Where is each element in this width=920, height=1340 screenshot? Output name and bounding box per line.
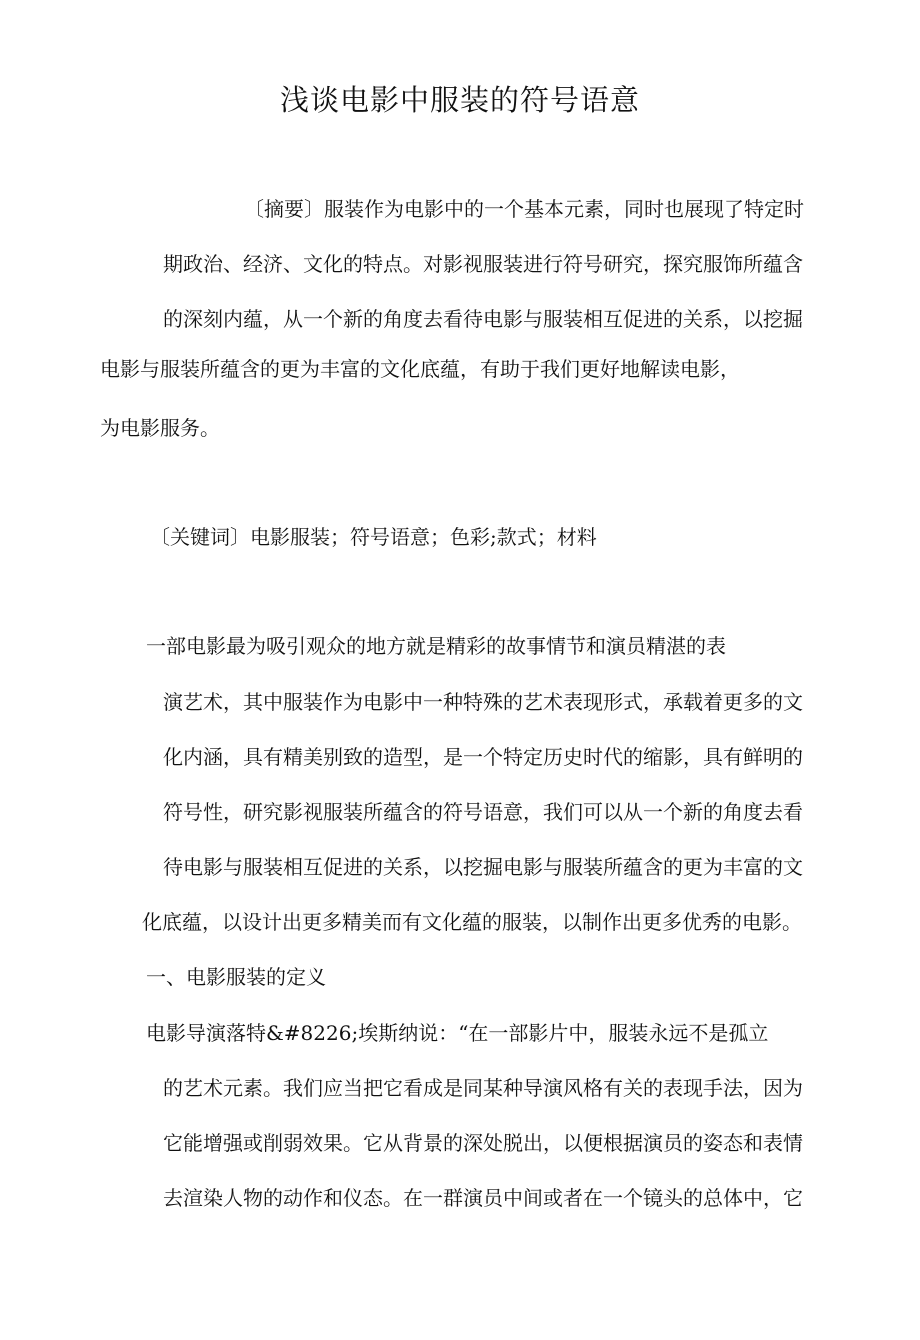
intro-line: 化内涵，具有精美别致的造型，是一个特定历史时代的缩影，具有鲜明的 (163, 745, 803, 769)
intro-line: 符号性，研究影视服装所蕴含的符号语意，我们可以从一个新的角度去看 (163, 800, 803, 824)
abstract-line: 〔摘要〕服装作为电影中的一个基本元素，同时也展现了特定时 (244, 197, 804, 221)
intro-line: 一部电影最为吸引观众的地方就是精彩的故事情节和演员精湛的表 (146, 634, 726, 658)
section-line: 它能增强或削弱效果。它从背景的深处脱出，以便根据演员的姿态和表情 (163, 1131, 803, 1155)
intro-line: 待电影与服装相互促进的关系，以挖掘电影与服装所蕴含的更为丰富的文 (163, 855, 803, 879)
section-heading: 一、电影服装的定义 (146, 965, 326, 989)
section-line: 的艺术元素。我们应当把它看成是同某种导演风格有关的表现手法，因为 (163, 1076, 803, 1100)
abstract-line: 的深刻内蕴，从一个新的角度去看待电影与服装相互促进的关系，以挖掘 (163, 307, 803, 331)
abstract-line: 电影与服装所蕴含的更为丰富的文化底蕴，有助于我们更好地解读电影， (100, 357, 740, 381)
intro-line: 演艺术，其中服装作为电影中一种特殊的艺术表现形式，承载着更多的文 (163, 690, 803, 714)
document-title: 浅谈电影中服装的符号语意 (279, 83, 640, 117)
abstract-line: 为电影服务。 (100, 416, 220, 440)
section-line: 去渲染人物的动作和仪态。在一群演员中间或者在一个镜头的总体中，它 (163, 1186, 803, 1210)
section-line: 电影导演落特&#8226;埃斯纳说：“在一部影片中，服装永远不是孤立 (146, 1021, 769, 1045)
abstract-line: 期政治、经济、文化的特点。对影视服装进行符号研究，探究服饰所蕴含 (163, 252, 803, 276)
keywords-line: 〔关键词〕电影服装；符号语意；色彩;款式；材料 (150, 525, 597, 549)
intro-line: 化底蕴，以设计出更多精美而有文化蕴的服装，以制作出更多优秀的电影。 (142, 910, 802, 934)
